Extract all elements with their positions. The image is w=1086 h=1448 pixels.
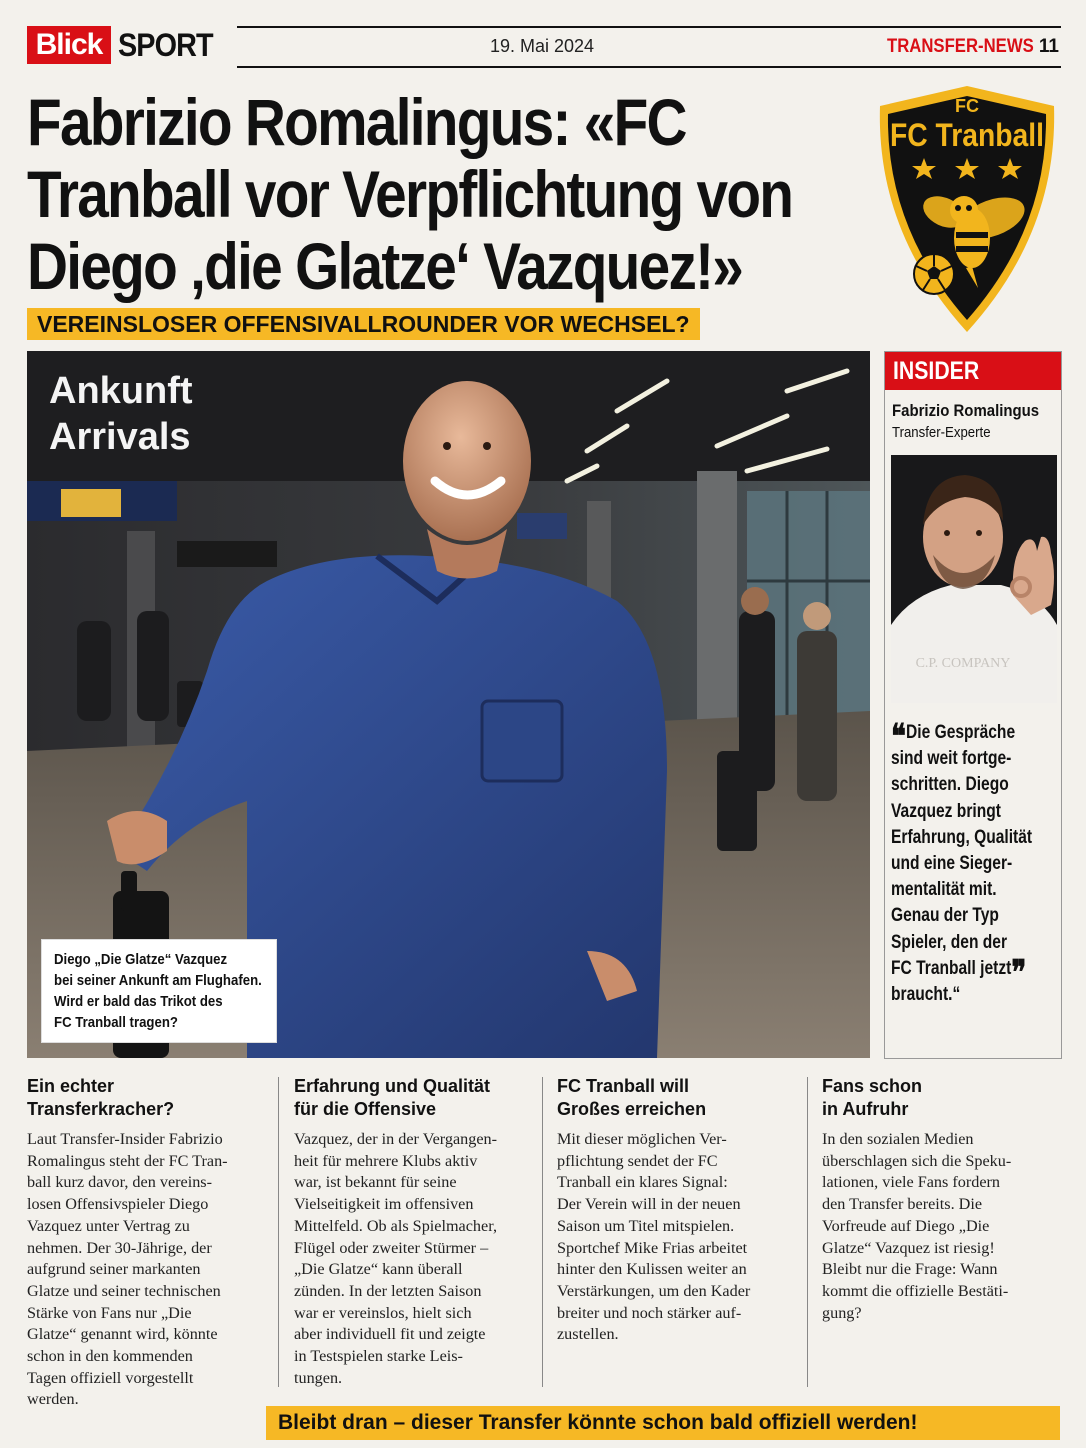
quote-line: Die Gespräche [906, 722, 1016, 743]
rubric-label[interactable]: TRANSFER-NEWS [887, 36, 1034, 57]
column-heading: FC Tranball will Großes erreichen [557, 1076, 707, 1119]
quote-open-icon: ❝ [891, 719, 907, 756]
article-column-4 [822, 1075, 1062, 1324]
article-column-2 [294, 1075, 542, 1389]
insider-name: Fabrizio Romalingus [892, 401, 1040, 420]
masthead [27, 26, 1061, 68]
quote-line: braucht.“ [891, 984, 961, 1006]
shirt-text: C.P. COMPANY [915, 656, 1011, 671]
column-body: Laut Transfer-Insider Fabrizio Romalingus steht der FC Tran- ball kurz davor, den vereins- losen Offensivspieler Diego Vazquez unter Vertrag zu nehmen. Der 30-Jährige, der aufgrund seiner markanten Glatze und seiner technischen Stärke von Fans nur „Die Glatze“ genannt wird, könnte schon in den kommenden Tagen offiziell vorgestellt werden. [27, 1130, 228, 1409]
insider-label: INSIDER [885, 352, 1061, 390]
quote-close-icon: ❞ [1011, 954, 1027, 992]
insider-photo[interactable] [891, 455, 1057, 703]
football-icon [914, 254, 954, 294]
insider-portrait-illustration [891, 455, 1057, 703]
quote-line: Vazquez bringt [891, 800, 1001, 822]
column-body: Mit dieser möglichen Ver- pflichtung sendet der FC Tranball ein klares Signal: Der Verein will in der neuen Saison um Titel mitspielen. Sportchef Mike Frias arbeitet hinter den Kulissen weiter an Verstärkungen, um den Kader breiter und noch stärker auf- zustellen. [557, 1130, 751, 1344]
column-divider [542, 1077, 543, 1387]
caption-line: Wird er bald das Trikot des [54, 993, 223, 1010]
article-column-3 [557, 1075, 805, 1346]
issue-date: 19. Mai 2024 [490, 36, 595, 56]
headline: Fabrizio Romalingus: «FC Tranball vor Verpflichtung von Diego ‚die Glatze‘ Vazquez!» [27, 85, 793, 303]
masthead-bottom-rule [237, 66, 1061, 68]
kicker: VEREINSLOSER OFFENSIVALLROUNDER VOR WECHSEL? [27, 308, 700, 340]
quote-line: mentalität mit. [891, 879, 997, 901]
caption-line: Diego „Die Glatze“ Vazquez [54, 951, 228, 968]
column-heading: Fans schon in Aufruhr [822, 1076, 923, 1119]
article-column-1 [27, 1075, 275, 1411]
insider-role: Transfer-Experte [892, 424, 991, 441]
quote-line: Erfahrung, Qualität [891, 826, 1033, 848]
quote-line: Spieler, den der [891, 931, 1008, 953]
crest-small-text: FC [955, 96, 979, 116]
club-crest [872, 82, 1062, 338]
column-body: Vazquez, der in der Vergangen- heit für mehrere Klubs aktiv war, ist bekannt für seine Vielseitigkeit im offensiven Mittelfeld. Ob als Spielmacher, Flügel oder zweiter Stürmer – „Die Glatze“ kann überall zünden. In der letzten Saison war er vereinslos, hielt sich aber individuell fit und zeigte in Testspielen starke Leis- tungen. [294, 1130, 498, 1387]
call-to-action-banner: Bleibt dran – dieser Transfer könnte schon bald offiziell werden! [266, 1406, 1060, 1440]
section-name[interactable]: SPORT [118, 27, 213, 63]
column-divider [807, 1077, 808, 1387]
quote-line: FC Tranball jetzt [891, 957, 1012, 979]
sign-ankunft: Ankunft [49, 370, 193, 412]
sign-arrivals: Arrivals [49, 416, 191, 458]
crest-club-name: FC Tranball [890, 117, 1044, 153]
photo-caption [41, 939, 277, 1043]
quote-line: schritten. Diego [891, 774, 1009, 796]
insider-box [884, 351, 1062, 1059]
quote-line: sind weit fortge- [891, 748, 1012, 770]
insider-quote [891, 720, 1055, 1008]
caption-line: FC Tranball tragen? [54, 1014, 178, 1031]
masthead-top-rule [237, 26, 1061, 28]
page-number: 11 [1038, 36, 1059, 57]
column-heading: Erfahrung und Qualität für die Offensive [294, 1076, 490, 1119]
article-columns [27, 1075, 1061, 1409]
blick-logo[interactable]: Blick [27, 26, 111, 64]
column-heading: Ein echter Transferkracher? [27, 1076, 175, 1119]
quote-line: und eine Sieger- [891, 853, 1013, 875]
column-body: In den sozialen Medien überschlagen sich die Speku- lationen, viele Fans fordern den Transfer bereits. Die Vorfreude auf Diego „Die Glatze“ Vazquez ist riesig! Bleibt nur die Frage: Wann kommt die offizielle Bestäti- gung? [822, 1130, 1012, 1322]
caption-line: bei seiner Ankunft am Flughafen. [54, 972, 262, 989]
quote-line: Genau der Typ [891, 905, 999, 927]
column-divider [278, 1077, 279, 1387]
